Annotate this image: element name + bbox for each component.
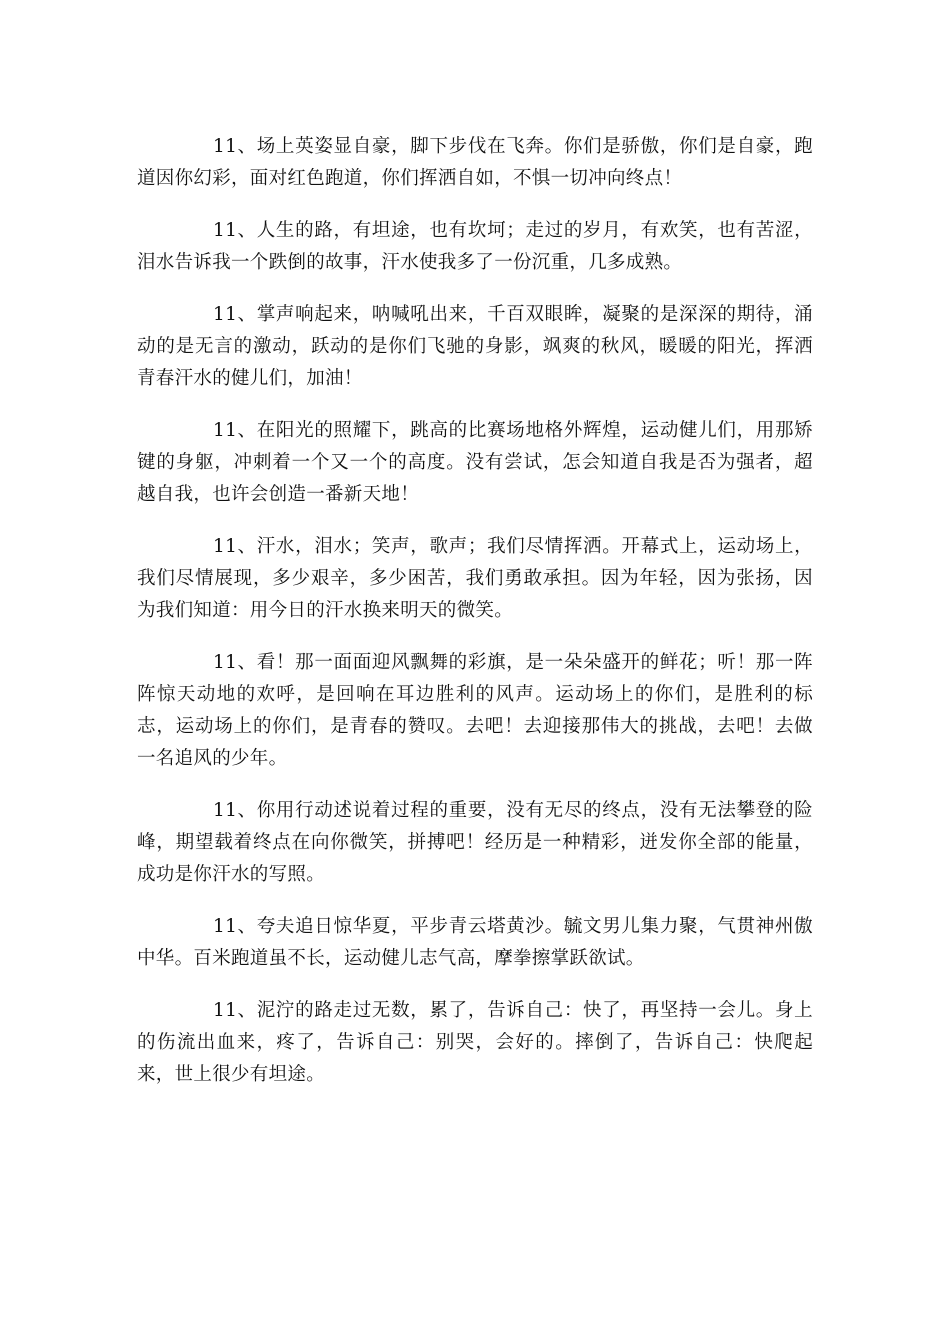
paragraph: 11、你用行动述说着过程的重要，没有无尽的终点，没有无法攀登的险峰，期望载着终点在向你微笑，拼搏吧！经历是一种精彩，迸发你全部的能量，成功是你汗水的写照。 bbox=[137, 800, 813, 885]
paragraph: 11、掌声响起来，呐喊吼出来，千百双眼眸，凝聚的是深深的期待，涌动的是无言的激动，跃动的是你们飞驰的身影，飒爽的秋风，暖暖的阳光，挥洒青春汗水的健儿们，加油！ bbox=[137, 304, 813, 389]
paragraph: 11、夸夫追日惊华夏，平步青云塔黄沙。毓文男儿集力聚，气贯神州傲中华。百米跑道虽不长，运动健儿志气高，摩拳擦掌跃欲试。 bbox=[137, 916, 813, 969]
document-body bbox=[137, 131, 813, 1111]
paragraph: 11、看！那一面面迎风飘舞的彩旗，是一朵朵盛开的鲜花；听！那一阵阵惊天动地的欢呼，是回响在耳边胜利的风声。运动场上的你们，是胜利的标志，运动场上的你们，是青春的赞叹。去吧！去迎接那伟大的挑战，去吧！去做一名追风的少年。 bbox=[137, 652, 813, 769]
paragraph: 11、人生的路，有坦途，也有坎坷；走过的岁月，有欢笑，也有苦涩，泪水告诉我一个跌倒的故事，汗水使我多了一份沉重，几多成熟。 bbox=[137, 220, 813, 273]
paragraph: 11、在阳光的照耀下，跳高的比赛场地格外辉煌，运动健儿们，用那矫键的身躯，冲刺着一个又一个的高度。没有尝试，怎会知道自我是否为强者，超越自我，也许会创造一番新天地！ bbox=[137, 420, 813, 505]
paragraph: 11、泥泞的路走过无数，累了，告诉自己：快了，再坚持一会儿。身上的伤流出血来，疼了，告诉自己：别哭，会好的。摔倒了，告诉自己：快爬起来，世上很少有坦途。 bbox=[137, 1000, 813, 1085]
paragraph: 11、场上英姿显自豪，脚下步伐在飞奔。你们是骄傲，你们是自豪，跑道因你幻彩，面对红色跑道，你们挥洒自如，不惧一切冲向终点！ bbox=[137, 136, 813, 189]
paragraph: 11、汗水，泪水；笑声，歌声；我们尽情挥洒。开幕式上，运动场上，我们尽情展现，多少艰辛，多少困苦，我们勇敢承担。因为年轻，因为张扬，因为我们知道：用今日的汗水换来明天的微笑。 bbox=[137, 536, 813, 621]
